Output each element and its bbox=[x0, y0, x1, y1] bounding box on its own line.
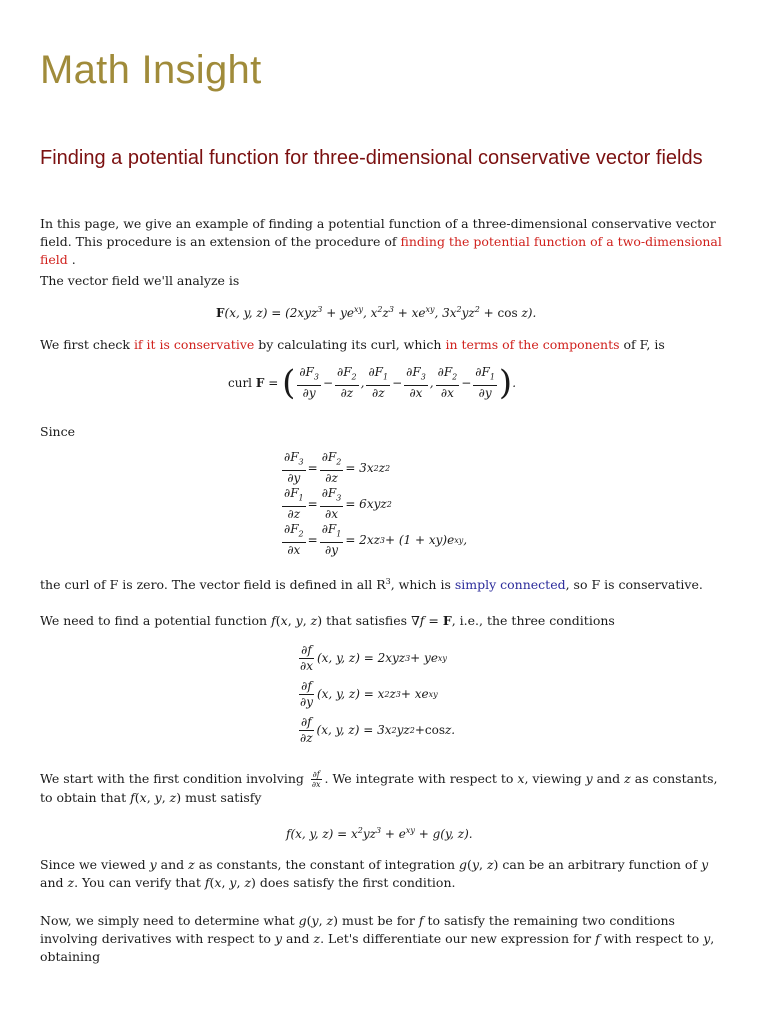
now-text-3: to satisfy the remaining two conditions involving derivatives with respect to bbox=[40, 913, 675, 946]
viewed-paragraph: Since we viewed y and z as constants, the constant of integration g(y, z) can be an arbitrary function of y and z. You can verify that f(x, y, z) does satisfy the first condition. bbox=[40, 857, 709, 890]
intro-text: In this page, we give an example of finding a potential function of a three-dimensional conservative vector field. This procedure is an extension of the procedure of bbox=[40, 216, 716, 249]
curl-text-1: the curl of F is zero. The vector field is defined in all R bbox=[40, 577, 386, 593]
curl-text-3: , so F is conservative. bbox=[565, 577, 703, 593]
link-two-dimensional-potential[interactable]: finding the potential function of a two-dimensional field bbox=[40, 234, 722, 267]
link-simply-connected[interactable]: simply connected bbox=[454, 577, 566, 593]
page-title: Finding a potential function for three-dimensional conservative vector fields bbox=[40, 147, 703, 169]
now-paragraph: Now, we simply need to determine what g(y, z) must be for f to satisfy the remaining two conditions involving derivatives with respect to y and z. Let's differentiate our new expression for f with respect to y, obtaining bbox=[40, 913, 715, 964]
need-paragraph: We need to find a potential function f(x, y, z) that satisfies ∇f = F, i.e., the three conditions bbox=[40, 613, 615, 628]
check-paragraph bbox=[40, 336, 730, 354]
start-text-2: . We integrate with respect to bbox=[324, 771, 514, 786]
intro-paragraph bbox=[40, 215, 730, 269]
viewed-text-7: does satisfy the first condition. bbox=[259, 875, 456, 890]
now-text-4: and bbox=[285, 931, 310, 946]
start-text-3: , viewing bbox=[524, 771, 582, 786]
need-text-3: , i.e., the three conditions bbox=[451, 613, 615, 628]
site-title[interactable]: Math Insight bbox=[40, 48, 262, 92]
intro-text-end: . bbox=[71, 252, 76, 267]
now-text-2: must be for bbox=[342, 913, 415, 928]
start-text-6: must satisfy bbox=[185, 790, 262, 805]
equation-conditions: $\frac{\partial f}{\partial x}$ (x, y, z) = 2xyz 3 + ye xy $\frac{\partial f}{\partial y}$ (x, y, z) = x 2 z 3 + xe xy $\frac{\partial f}{\partial z}$ (x, y, z) = 3x 2 yz 2 + cos z. bbox=[300, 642, 456, 745]
now-text-6: with respect to bbox=[603, 931, 700, 946]
viewed-text-6: . You can verify that bbox=[74, 875, 201, 890]
need-text-2: that satisfies bbox=[326, 613, 408, 628]
equation-vector-field: F(x, y, $z) = (2xyz^3 + ye^{xy}$, $x^2z^3 + xe^{xy}$, $3x^2yz^2 + \cos z$). bbox=[216, 305, 537, 320]
viewed-text-3: as constants, the constant of integration bbox=[198, 857, 456, 872]
link-components[interactable]: in terms of the components bbox=[445, 337, 620, 352]
check-text-1: We first check bbox=[40, 337, 130, 352]
since-text: Since bbox=[40, 424, 76, 439]
vector-field-sentence: The vector field we'll analyze is bbox=[40, 273, 240, 288]
start-text-4: and bbox=[596, 771, 621, 786]
check-text-2: by calculating its curl, which bbox=[258, 337, 442, 352]
viewed-text-1: Since we viewed bbox=[40, 857, 146, 872]
equation-curl: curl F = ( $\frac{\partial F_3}{\partial y}$ − $\frac{\partial F_2}{\partial z}$ , $\frac{\partial F_1}{\partial z}$ − $\frac{\partial F_3}{\partial x}$ , $\frac{\partial F_2}{\partial x}$ − $\frac{\partial F_1}{\partial y}$ ) . bbox=[228, 363, 517, 403]
need-text-1: We need to find a potential function bbox=[40, 613, 268, 628]
viewed-text-5: and bbox=[40, 875, 64, 890]
now-text-5: . Let's differentiate our new expression for bbox=[320, 931, 592, 946]
link-if-conservative[interactable]: if it is conservative bbox=[133, 337, 255, 352]
viewed-text-2: and bbox=[160, 857, 185, 872]
equation-f: f(x, y, $z) = x^2yz^3 + e^{xy} + g(y$, z). bbox=[286, 826, 473, 841]
start-text-5: as constants, to obtain that bbox=[40, 771, 718, 805]
start-text-1: We start with the first condition involving bbox=[40, 771, 304, 786]
curl-text-2: , which is bbox=[390, 577, 451, 593]
start-paragraph: We start with the first condition involving $\frac{\partial f}{\partial x}$ . We integrate with respect to x, viewing y and z as constants, to obtain that f(x, y, z) must satisfy bbox=[40, 770, 718, 805]
check-text-3: of F, is bbox=[623, 337, 665, 352]
now-text-7: , obtaining bbox=[40, 931, 715, 964]
equation-partials: $\frac{\partial F_3}{\partial y}$ = $\frac{\partial F_2}{\partial z}$ = 3x 2 z 2 $\frac{\partial F_1}{\partial z}$ = $\frac{\partial F_3}{\partial x}$ = 6xyz 2 $\frac{\partial F_2}{\partial x}$ = $\frac{\partial F_1}{\partial y}$ = 2xz 3 + (1 + xy)e xy , bbox=[284, 450, 468, 557]
curl-zero-paragraph: the curl of F is zero. The vector field is defined in all $R^3$, which is simply connected, so F is conservative. bbox=[40, 577, 703, 593]
now-text-1: Now, we simply need to determine what bbox=[40, 913, 295, 928]
viewed-text-4: can be an arbitrary function of bbox=[502, 857, 698, 872]
